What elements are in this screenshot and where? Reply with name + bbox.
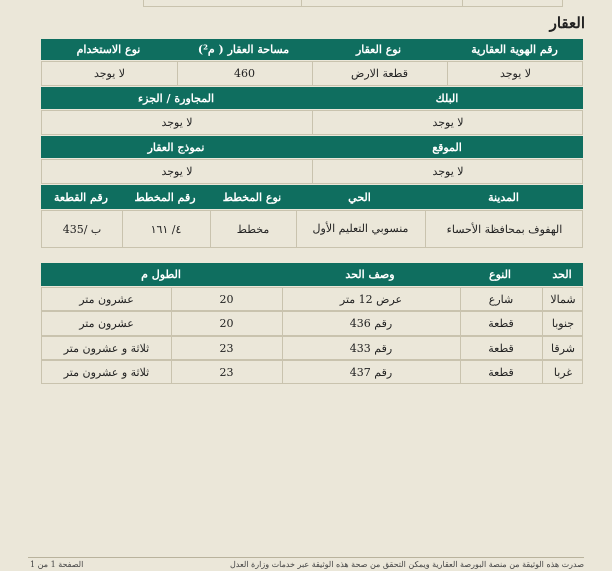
boundaries-header-description: وصف الحد <box>345 268 395 281</box>
boundary-side: شرقا <box>551 341 575 355</box>
plan-values-row <box>41 210 583 248</box>
block-header-row <box>41 87 583 109</box>
property-header-area: مساحة العقار ( م²) <box>197 43 290 56</box>
property-header-usage: نوع الاستخدام <box>76 43 141 56</box>
previous-table-strip <box>143 0 563 7</box>
boundary-length: 20 <box>219 317 234 330</box>
model-value: لا يوجد <box>161 165 193 178</box>
boundary-row <box>41 287 583 311</box>
property-usage-value: لا يوجد <box>93 67 126 80</box>
boundary-length-text: عشرون متر <box>79 317 134 330</box>
boundary-length: 20 <box>219 292 234 306</box>
property-header-row <box>41 39 583 60</box>
boundary-length-text: ثلاثة و عشرون متر <box>63 341 150 355</box>
boundary-length-text: ثلاثة و عشرون متر <box>63 365 150 379</box>
block-values-row <box>41 110 583 135</box>
boundary-length: 23 <box>219 341 234 355</box>
boundaries-header-length: الطول م <box>141 268 181 281</box>
boundaries-header-row <box>41 263 583 286</box>
boundary-row <box>41 311 583 336</box>
boundary-description: رقم 433 <box>349 341 393 355</box>
boundary-side: شمالا <box>550 292 576 306</box>
boundary-length: 23 <box>219 365 234 379</box>
boundary-type: قطعة <box>488 317 514 330</box>
property-identity-value: لا يوجد <box>499 67 532 80</box>
boundary-description: رقم 436 <box>349 317 393 330</box>
boundaries-header-side: الحد <box>552 268 572 281</box>
boundary-side: جنوبا <box>551 317 575 330</box>
property-values-row <box>41 61 583 86</box>
location-header-row <box>41 136 583 158</box>
footer-note: صدرت هذه الوثيقة من منصة البورصة العقارية ويمكن التحقق من صحة هذه الوثيقة عبر خدمات وزارة العدل <box>229 560 584 569</box>
block-value: لا يوجد <box>432 116 464 129</box>
district-value: منسوبي التعليم الأول <box>312 222 409 235</box>
plan-header-city: المدينة <box>488 190 519 204</box>
plan-header-district: الحي <box>348 190 371 204</box>
boundary-row <box>41 360 583 384</box>
plan-header-lot-number: رقم القطعة <box>54 190 108 204</box>
boundary-row <box>41 336 583 360</box>
plan-number-value: ٤/ ١٦١ <box>150 222 182 236</box>
boundary-description: رقم 437 <box>349 365 393 379</box>
plan-header-plan-type: نوع المخطط <box>222 190 282 204</box>
boundary-description: عرض 12 متر <box>339 292 403 306</box>
city-value: الهفوف بمحافظة الأحساء <box>446 222 563 236</box>
boundary-type: قطعة <box>488 341 514 355</box>
plan-type-value: مخطط <box>236 222 270 236</box>
neighborhood-value: لا يوجد <box>161 116 193 129</box>
lot-number-value: ب /435 <box>62 222 102 236</box>
property-header-type: نوع العقار <box>355 43 402 56</box>
boundary-type: شارع <box>488 292 514 306</box>
location-value: لا يوجد <box>432 165 464 178</box>
plan-header-row <box>41 185 583 209</box>
plan-header-plan-number: رقم المخطط <box>134 190 196 204</box>
property-area-value: 460 <box>234 67 255 80</box>
footer-page-number: الصفحة 1 من 1 <box>30 560 84 569</box>
boundary-side: غربا <box>553 365 573 379</box>
boundaries-header-type: النوع <box>489 268 511 281</box>
footer-divider <box>28 557 584 558</box>
section-title: العقار <box>549 14 585 32</box>
boundary-type: قطعة <box>488 365 514 379</box>
block-header-block: البلك <box>435 91 459 105</box>
property-header-identity: رقم الهوية العقارية <box>471 43 558 56</box>
boundary-length-text: عشرون متر <box>79 292 134 306</box>
block-header-neighborhood: المجاورة / الجزء <box>137 91 215 105</box>
location-values-row <box>41 159 583 184</box>
location-header-location: الموقع <box>432 140 462 154</box>
location-header-model: نموذج العقار <box>147 140 205 154</box>
property-type-value: قطعة الارض <box>351 67 408 80</box>
